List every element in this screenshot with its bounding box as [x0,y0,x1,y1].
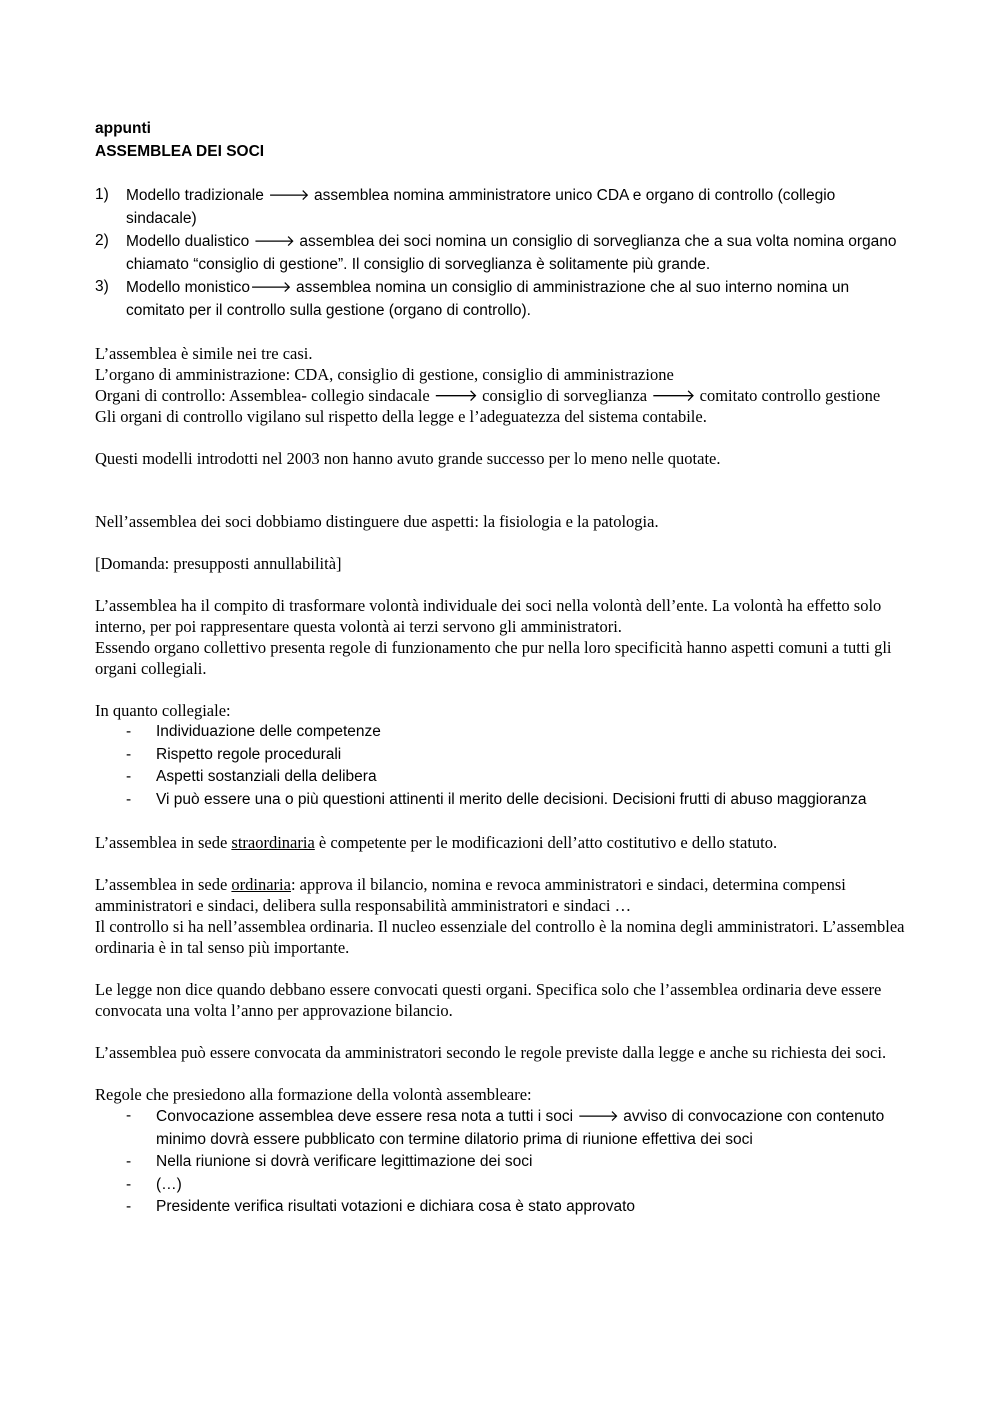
paragraph: L’organo di amministrazione: CDA, consiglio di gestione, consiglio di amministrazione [95,365,674,384]
spacer [95,322,905,343]
model-description: assemblea dei soci nomina un consiglio di sorveglianza che a sua volta nomina organo chiamato “consiglio di gestione”. Il consiglio di sorveglianza è solitamente più grande. [126,233,897,273]
model-name: Modello monistico [126,279,251,296]
arrow-right-icon: 🡒 [250,278,292,296]
arrow-right-icon: 🡒 [268,186,310,204]
paragraph: L’assemblea può essere convocata da amministratori secondo le regole previste dalla legge e anche su richiesta dei soci. [95,1043,887,1062]
dash-bullet: - [126,1107,132,1124]
paragraph: Questi modelli introdotti nel 2003 non hanno avuto grande successo per lo meno nelle quotate. [95,449,721,468]
spacer [95,163,905,184]
list-item-text: Vi può essere una o più questioni attinenti il merito delle decisioni. Decisioni frutti di abuso maggioranza [156,790,867,808]
list-item [95,1105,905,1151]
list-item [95,766,905,789]
spacer [95,427,905,448]
governance-models-list [95,184,905,322]
list-item-text: (…) [156,1175,182,1193]
notes-label: appunti [95,120,151,137]
list-item [95,789,905,812]
model-item-dualistic [95,230,905,276]
dash-bullet: - [126,768,132,785]
arrow-right-icon: 🡒 [577,1107,619,1125]
page-title: ASSEMBLEA DEI SOCI [95,142,265,160]
dash-bullet: - [126,745,132,763]
paragraph: Le legge non dice quando debbano essere convocati questi organi. Specifica solo che l’assemblea ordinaria deve essere convocata una volta l’anno per approvazione bilancio. [95,980,882,1020]
model-name: Modello dualistico [126,233,254,250]
dash-bullet: - [126,1153,132,1170]
paragraph: Essendo organo collettivo presenta regole di funzionamento che pur nella loro specificità hanno aspetti comuni a tutti gli organi collegiali. [95,638,892,678]
paragraph: L’assemblea ha il compito di trasformare volontà individuale dei soci nella volontà dell’ente. La volontà ha effetto solo interno, per poi rappresentare questa volontà ai terzi servono gli amministratori. [95,596,882,636]
list-item [95,1151,905,1174]
paragraph [95,832,905,853]
list-item-text: avviso di convocazione con contenuto minimo dovrà essere pubblicato con termine dilatorio prima di riunione effettiva dei soci [156,1108,885,1148]
text-span: : approva il bilancio, nomina e revoca amministratori e sindaci, determina compensi amministratori e sindaci, delibera sulla responsabilità amministratori e sindaci … [95,875,846,915]
list-number: 1) [95,186,109,203]
spacer [95,679,905,700]
paragraph: Gli organi di controllo vigilano sul rispetto della legge e l’adeguatezza del sistema contabile. [95,407,707,426]
list-item-text: Individuazione delle competenze [156,723,381,740]
list-item [95,1196,905,1219]
dash-bullet: - [126,723,132,740]
text-span: è competente per le modificazioni dell’atto costitutivo e dello statuto. [314,833,778,852]
dash-bullet: - [126,1198,132,1215]
list-item-text: Nella riunione si dovrà verificare legittimazione dei soci [156,1153,533,1170]
document-page [95,118,905,1219]
paragraph: Regole che presiedono alla formazione della volontà assembleare: [95,1085,532,1104]
text-span: L’assemblea in sede [95,875,232,894]
paragraph [95,874,905,916]
paragraph: In quanto collegiale: [95,701,231,720]
spacer [95,574,905,595]
text-span: L’assemblea in sede [95,833,232,852]
list-item [95,1174,905,1197]
model-description: assemblea nomina un consiglio di amministrazione che al suo interno nomina un comitato per il controllo sulla gestione (organo di controllo). [126,279,850,319]
spacer [95,811,905,832]
list-item [95,721,905,744]
spacer [95,1021,905,1042]
question-note: [Domanda: presupposti annullabilità] [95,554,342,573]
list-number: 2) [95,232,109,249]
spacer [95,469,905,490]
collegial-list [95,721,905,811]
list-item-text: Convocazione assemblea deve essere resa nota a tutti i soci [156,1108,578,1125]
text-span: Organi di controllo: Assemblea- collegio sindacale [95,386,434,405]
spacer [95,532,905,553]
paragraph: Il controllo si ha nell’assemblea ordinaria. Il nucleo essenziale del controllo è la nomina degli amministratori. L’assemblea ordinaria è in tal senso più importante. [95,917,905,957]
arrow-right-icon: 🡒 [433,386,479,405]
model-item-monistic [95,276,905,322]
list-item-text: Rispetto regole procedurali [156,745,342,763]
arrow-right-icon: 🡒 [253,232,296,250]
text-span: comitato controllo gestione [695,386,881,405]
list-item-text: Presidente verifica risultati votazioni e dichiara cosa è stato approvato [156,1198,636,1215]
arrow-right-icon: 🡒 [651,386,696,405]
list-item-text: Aspetti sostanziali della delibera [156,768,377,785]
spacer [95,490,905,511]
model-item-traditional [95,184,905,230]
model-name: Modello tradizionale [126,187,269,204]
organs-section [95,343,905,427]
dash-bullet: - [126,1175,132,1193]
rules-list [95,1105,905,1219]
dash-bullet: - [126,790,132,808]
model-description: assemblea nomina amministratore unico CDA e organo di controllo (collegio sindacale) [126,187,836,227]
paragraph: L’assemblea è simile nei tre casi. [95,344,313,363]
spacer [95,1063,905,1084]
underlined-keyword: straordinaria [231,833,315,852]
spacer [95,958,905,979]
spacer [95,853,905,874]
list-item [95,744,905,767]
paragraph: Nell’assemblea dei soci dobbiamo distinguere due aspetti: la fisiologia e la patologia. [95,512,659,531]
list-number: 3) [95,278,109,295]
underlined-keyword: ordinaria [231,875,291,894]
paragraph [95,385,905,406]
text-span: consiglio di sorveglianza [478,386,652,405]
